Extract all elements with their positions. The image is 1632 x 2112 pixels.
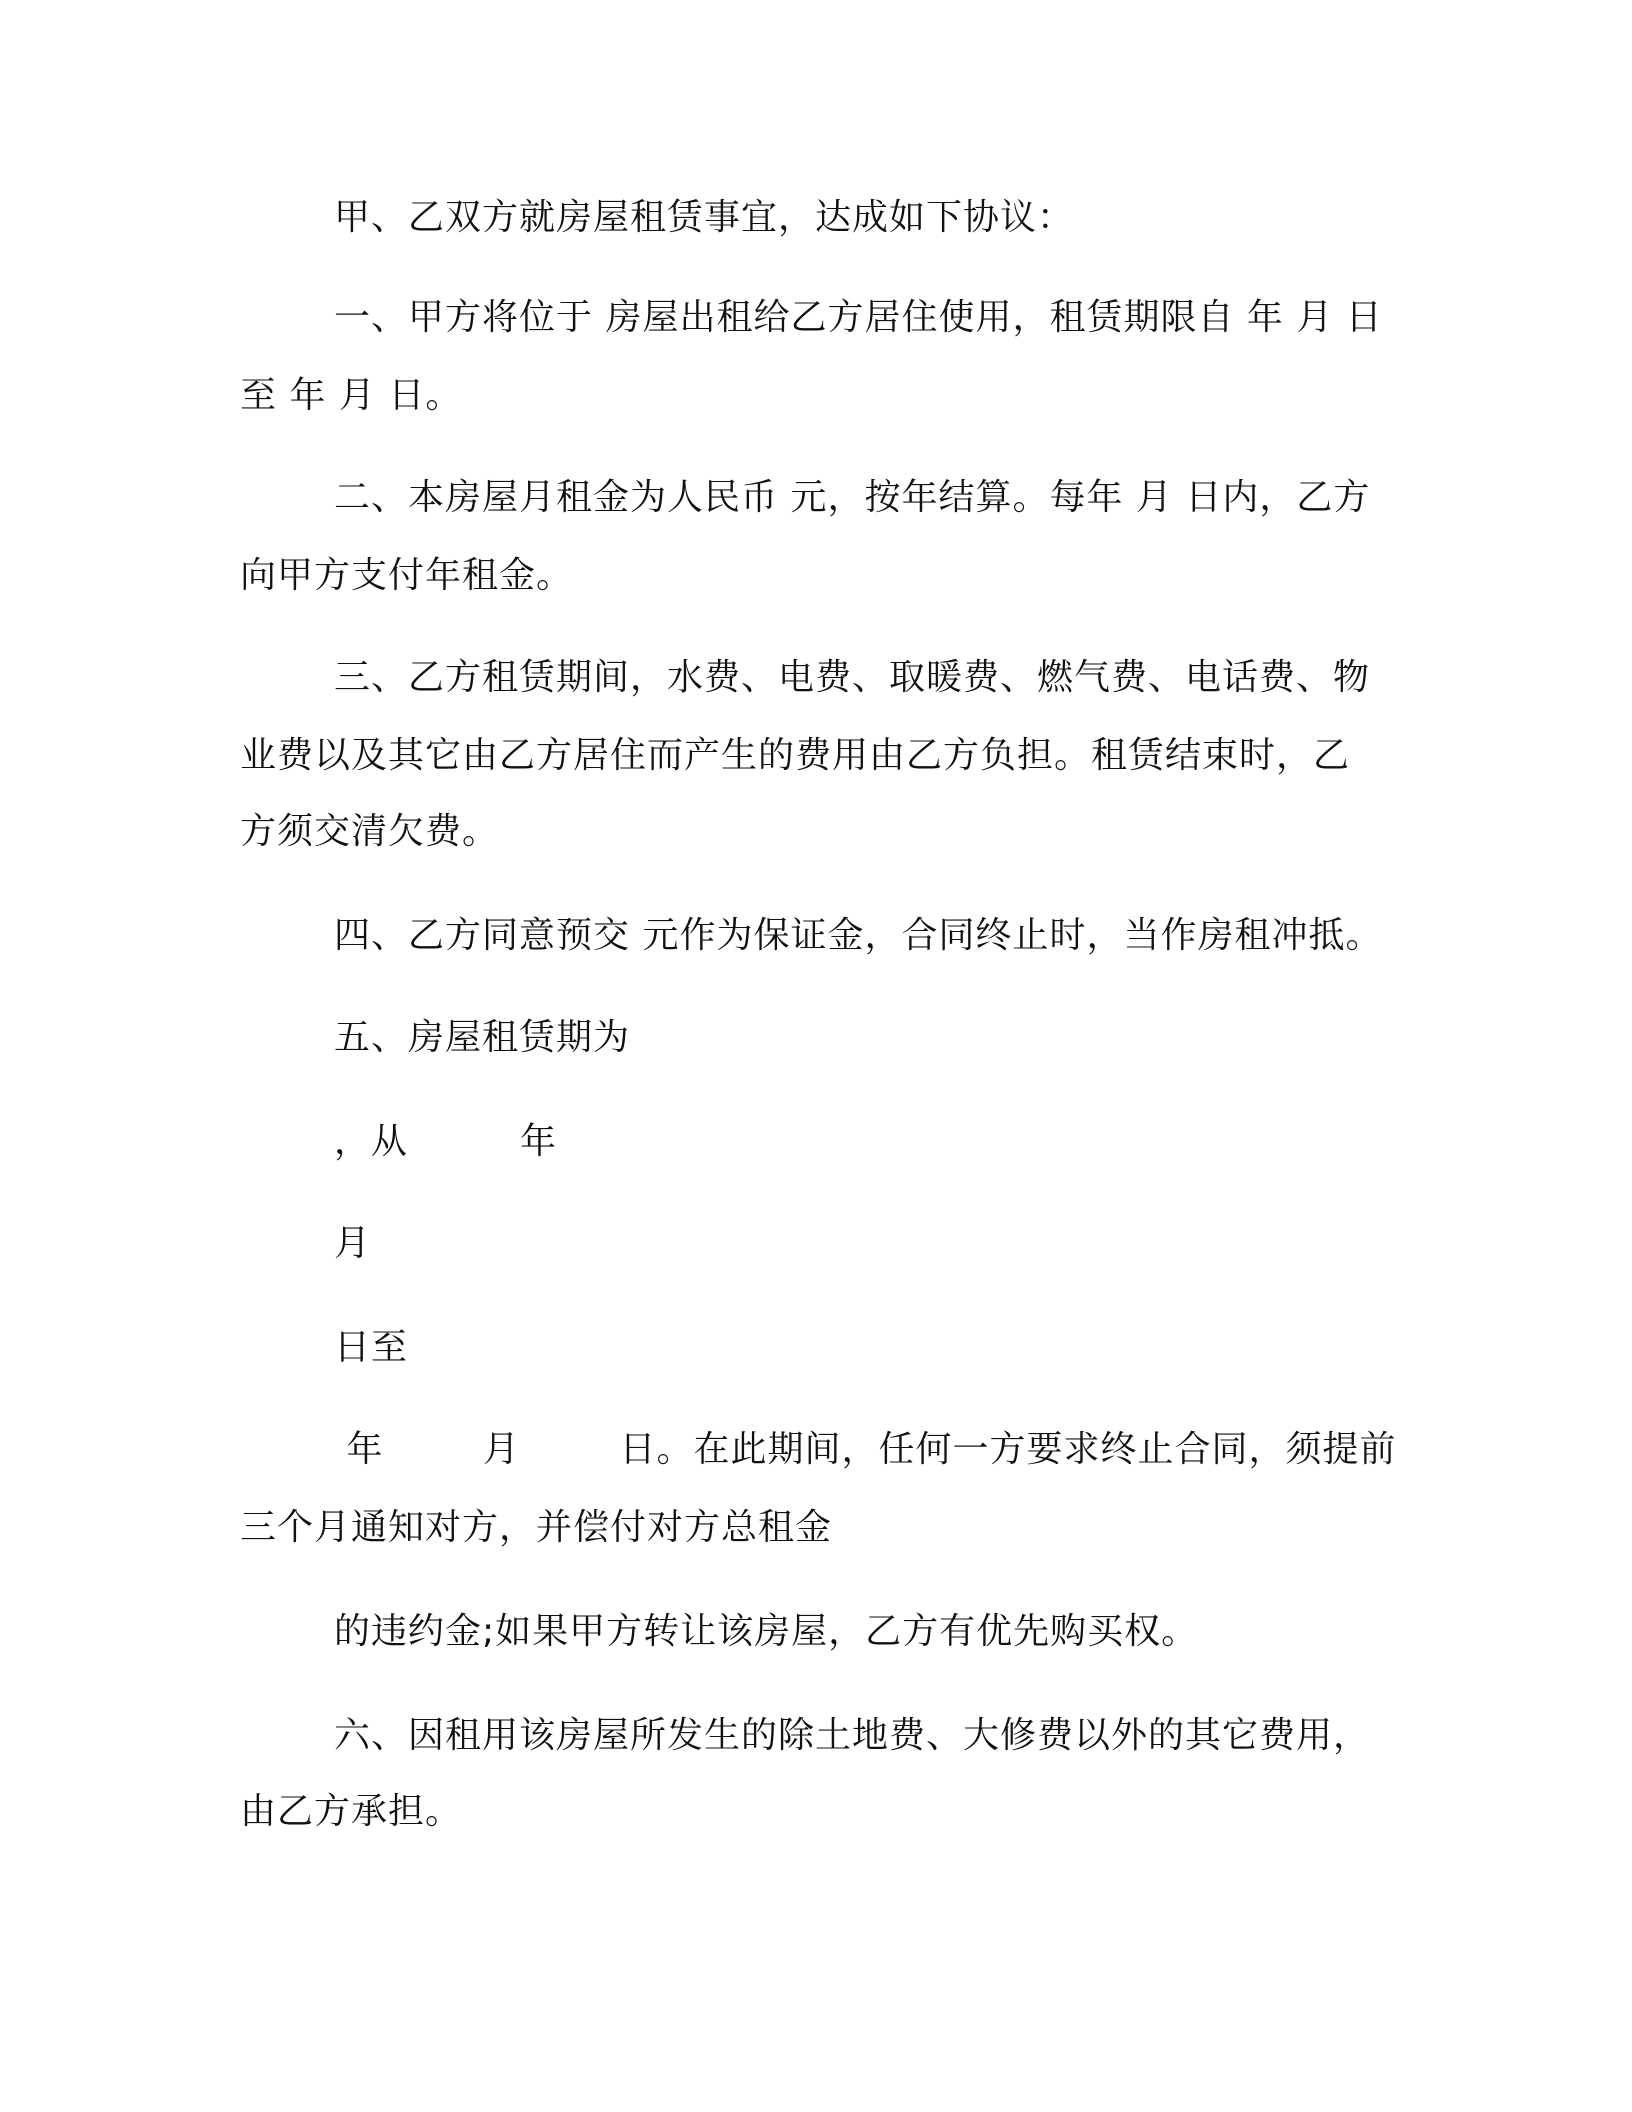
clause-5-line-7: 的违约金;如果甲方转让该房屋，乙方有优先购买权。 bbox=[334, 1611, 1199, 1652]
agreement-intro: 甲、乙双方就房屋租赁事宜，达成如下协议： bbox=[334, 197, 1075, 238]
clause-5-line-2: ，从 年 bbox=[334, 1121, 557, 1162]
clause-5-line-4: 日至 bbox=[334, 1327, 409, 1368]
clause-3-line-3: 方须交清欠费。 bbox=[240, 811, 500, 852]
clause-3-line-2: 业费以及其它由乙方居住而产生的费用由乙方负担。租赁结束时，乙 bbox=[240, 735, 1351, 776]
clause-2-line-2: 向甲方支付年租金。 bbox=[240, 555, 574, 596]
clause-4-line-1: 四、乙方同意预交 元作为保证金，合同终止时，当作房租冲抵。 bbox=[334, 915, 1383, 956]
clause-5-line-1: 五、房屋租赁期为 bbox=[334, 1017, 631, 1058]
clause-5-line-3: 月 bbox=[334, 1223, 372, 1264]
clause-2-line-1: 二、本房屋月租金为人民币 元，按年结算。每年 月 日内，乙方 bbox=[334, 477, 1371, 518]
clause-6-line-2: 由乙方承担。 bbox=[240, 1791, 463, 1832]
clause-6-line-1: 六、因租用该房屋所发生的除土地费、大修费以外的其它费用， bbox=[334, 1715, 1371, 1756]
clause-5-line-5: 年 月 日。在此期间，任何一方要求终止合同，须提前 bbox=[334, 1429, 1397, 1470]
clause-3-line-1: 三、乙方租赁期间，水费、电费、取暖费、燃气费、电话费、物 bbox=[334, 657, 1371, 698]
clause-5-line-6: 三个月通知对方，并偿付对方总租金 bbox=[240, 1507, 833, 1548]
clause-1-line-1: 一、甲方将位于 房屋出租给乙方居住使用，租赁期限自 年 月 日 bbox=[334, 297, 1383, 338]
clause-1-line-2: 至 年 月 日。 bbox=[240, 375, 463, 416]
